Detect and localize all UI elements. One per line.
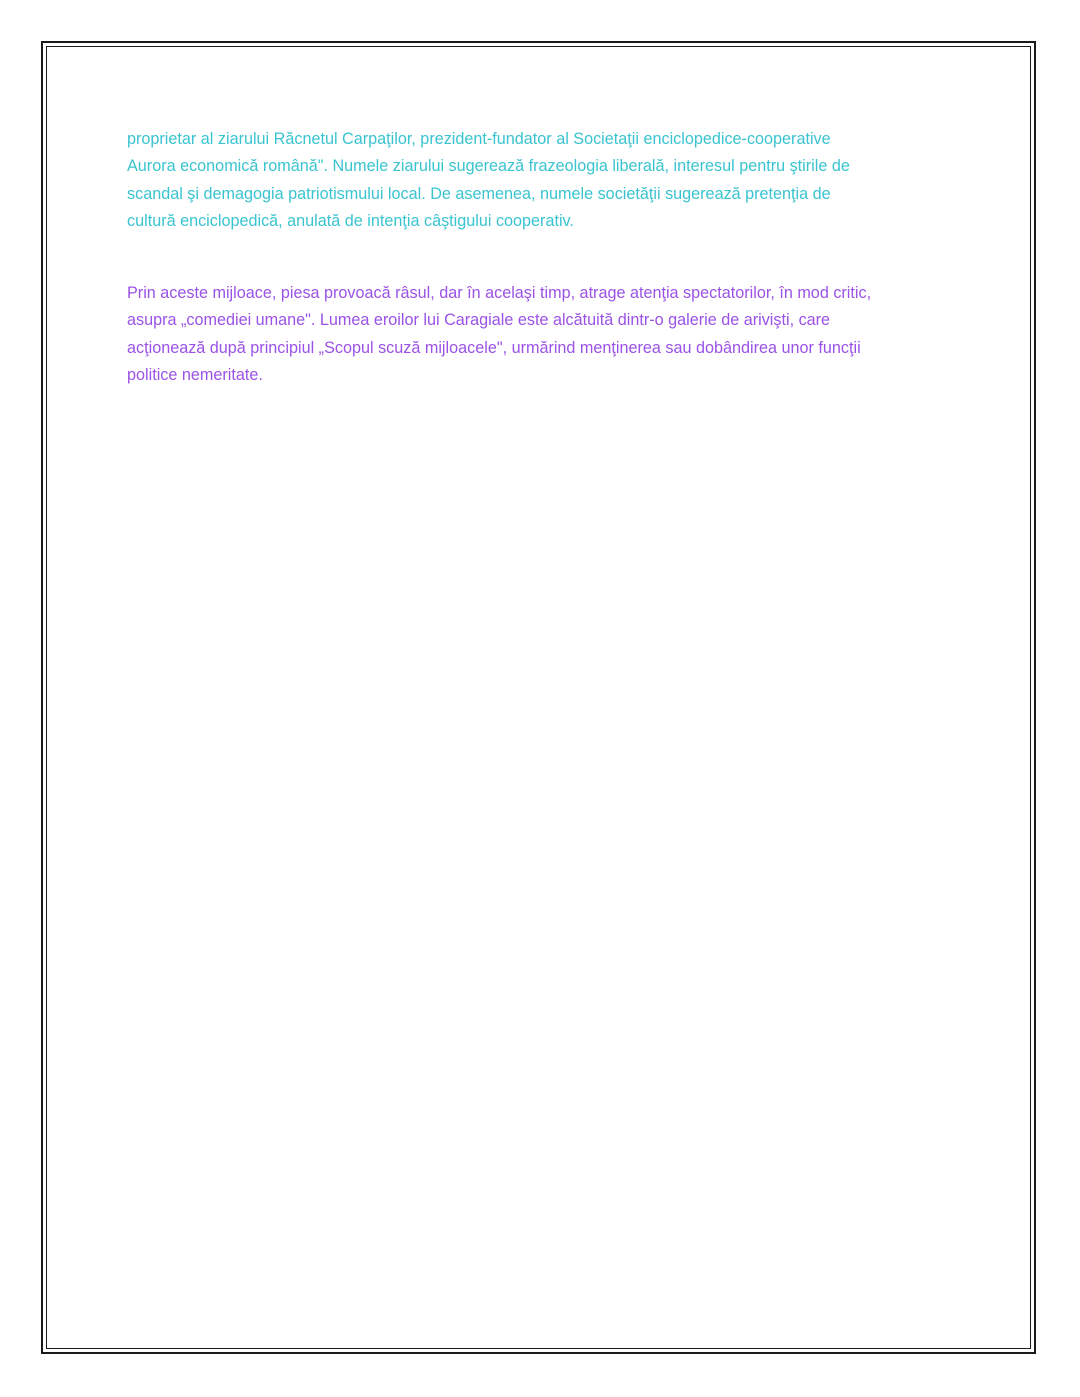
paragraph-line: Prin aceste mijloace, piesa provoacă râsul, dar în acelaşi timp, atrage atenţia spectatorilor, în mod critic, — [127, 284, 872, 303]
paragraph-line: acţionează după principiul „Scopul scuză mijloacele", urmărind menţinerea sau dobândirea unor funcţii — [127, 338, 861, 357]
paragraph-line: cultură enciclopedică, anulată de intenţia câştigului cooperativ. — [127, 211, 574, 230]
paragraph-1 — [127, 126, 957, 235]
paragraph-line: asupra „comediei umane". Lumea eroilor lui Caragiale este alcătuită dintr-o galerie de arivişti, care — [127, 311, 831, 330]
document-body — [127, 126, 957, 389]
paragraph-line: scandal şi demagogia patriotismului local. De asemenea, numele societăţii sugerează pretenţia de — [127, 184, 831, 203]
paragraph-line: Aurora economică română". Numele ziarului sugerează frazeologia liberală, interesul pentru ştirile de — [127, 157, 850, 176]
paragraph-line: politice nemeritate. — [127, 366, 263, 385]
paragraph-line: proprietar al ziarului Răcnetul Carpaţilor, prezident-fundator al Societaţii enciclopedice-cooperative — [127, 130, 831, 148]
paragraph-2 — [127, 280, 957, 389]
